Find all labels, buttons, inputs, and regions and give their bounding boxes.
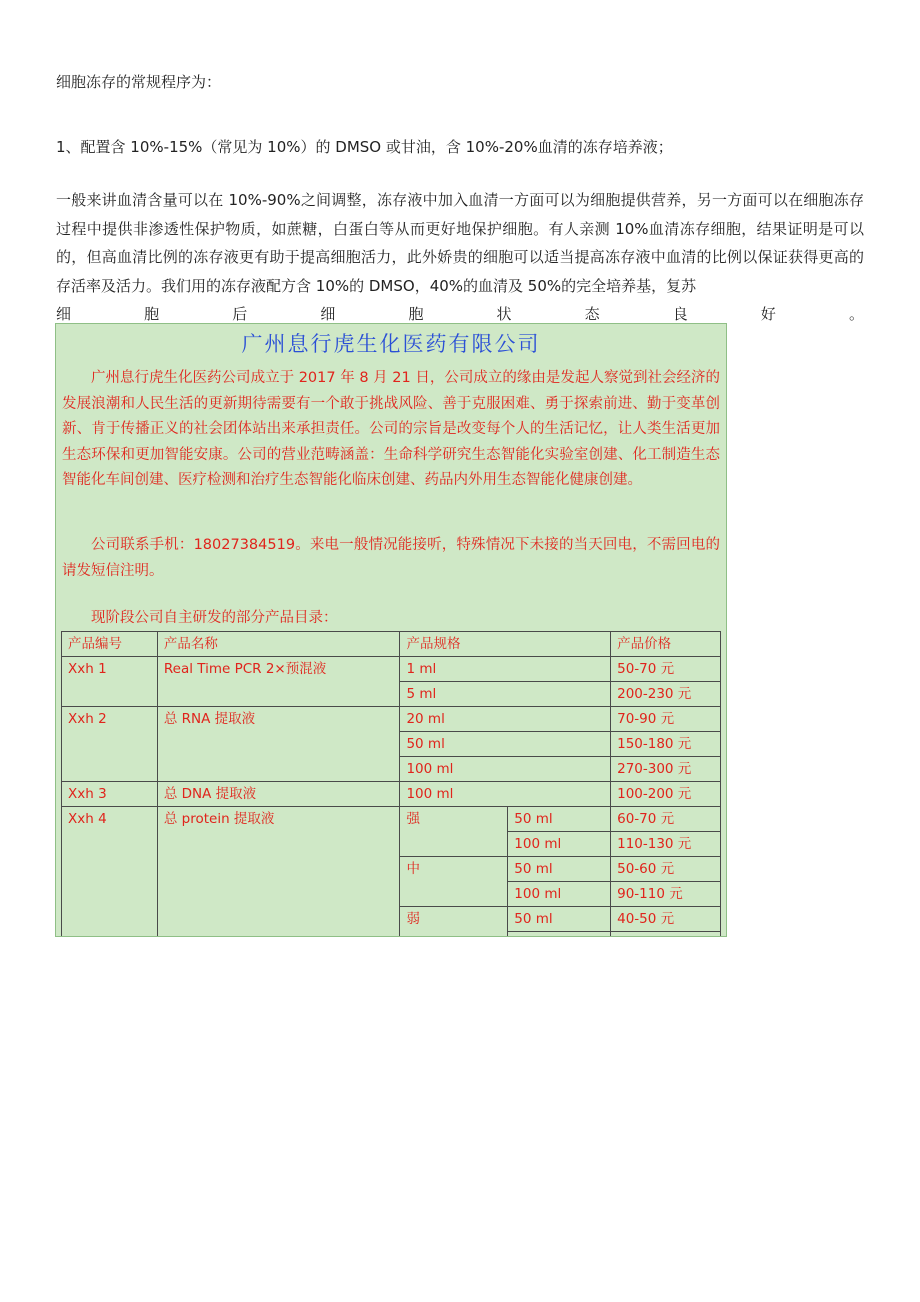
last-char: 。 — [848, 305, 864, 323]
product-spec: 100 ml — [400, 757, 611, 782]
header-price: 产品价格 — [611, 632, 721, 657]
product-table — [61, 631, 721, 937]
product-volume: 50 ml — [508, 857, 611, 882]
last-char: 态 — [584, 305, 600, 323]
product-id: Xxh 3 — [62, 782, 158, 807]
product-spec: 5 ml — [400, 682, 611, 707]
company-ad-box — [55, 323, 727, 937]
table-row — [62, 782, 721, 807]
header-spec: 产品规格 — [400, 632, 611, 657]
company-contact: 公司联系手机：18027384519。来电一般情况能接听，特殊情况下未接的当天回电，不需回电的请发短信注明。 — [62, 537, 720, 579]
product-name: Real Time PCR 2×预混液 — [157, 657, 400, 707]
product-price: 50-70 元 — [611, 657, 721, 682]
table-row — [62, 657, 721, 682]
product-name: 总 RNA 提取液 — [157, 707, 400, 782]
product-price: 110-130 元 — [611, 832, 721, 857]
company-title: 广州息行虎生化医药有限公司 — [241, 332, 541, 356]
last-char: 良 — [672, 305, 688, 323]
product-spec: 20 ml — [400, 707, 611, 732]
product-id: Xxh 1 — [62, 657, 158, 707]
product-price: 150-180 元 — [611, 732, 721, 757]
product-price: 70-90 元 — [611, 707, 721, 732]
product-volume: 50 ml — [508, 907, 611, 932]
intro-line-2: 1、配置含 10%-15%（常见为 10%）的 DMSO 或甘油，含 10%-20%血清的冻存培养液； — [56, 138, 673, 156]
last-char: 胞 — [144, 305, 160, 323]
table-row — [62, 707, 721, 732]
product-price: 90-110 元 — [611, 882, 721, 907]
last-char: 状 — [496, 305, 512, 323]
header-name: 产品名称 — [157, 632, 400, 657]
product-spec: 1 ml — [400, 657, 611, 682]
strength-strong: 强 — [400, 807, 508, 857]
product-price: 40-50 元 — [611, 907, 721, 932]
product-id: Xxh 2 — [62, 707, 158, 782]
last-char: 胞 — [408, 305, 424, 323]
product-price: 100-200 元 — [611, 782, 721, 807]
intro-paragraph — [56, 186, 864, 329]
product-price: 200-230 元 — [611, 682, 721, 707]
product-volume — [508, 932, 611, 938]
product-price: 270-300 元 — [611, 757, 721, 782]
intro-line-1: 细胞冻存的常规程序为： — [56, 73, 222, 91]
last-char: 好 — [760, 305, 776, 323]
product-volume: 100 ml — [508, 882, 611, 907]
strength-medium: 中 — [400, 857, 508, 907]
last-char: 细 — [320, 305, 336, 323]
table-row — [62, 807, 721, 832]
product-volume: 50 ml — [508, 807, 611, 832]
last-char: 后 — [232, 305, 248, 323]
product-name: 总 protein 提取液 — [157, 807, 400, 938]
product-spec: 100 ml — [400, 782, 611, 807]
last-char: 细 — [56, 305, 72, 323]
header-id: 产品编号 — [62, 632, 158, 657]
company-intro: 广州息行虎生化医药公司成立于 2017 年 8 月 21 日，公司成立的缘由是发起人察觉到社会经济的发展浪潮和人民生活的更新期待需要有一个敢于挑战风险、善于克服困难、勇于探索前进、勤于变革创新、肯于传播正义的社会团体站出来承担责任。公司的宗旨是改变每个人的生活记忆，让人类生活更加生态环保和更加智能安康。公司的营业范畴涵盖：生命科学研究生态智能化实验室创建、化工制造生态智能化车间创建、医疗检测和治疗生态智能化临床创建、药品内外用生态智能化健康创建。 — [62, 370, 720, 488]
product-price: 50-60 元 — [611, 857, 721, 882]
product-spec: 50 ml — [400, 732, 611, 757]
product-price: 60-70 元 — [611, 807, 721, 832]
table-header-row — [62, 632, 721, 657]
product-name: 总 DNA 提取液 — [157, 782, 400, 807]
product-id: Xxh 4 — [62, 807, 158, 938]
product-volume: 100 ml — [508, 832, 611, 857]
intro-paragraph-text: 一般来讲血清含量可以在 10%-90%之间调整，冻存液中加入血清一方面可以为细胞提供营养，另一方面可以在细胞冻存过程中提供非渗透性保护物质，如蔗糖，白蛋白等从而更好地保护细胞。有人亲测 10%血清冻存细胞，结果证明是可以的，但高血清比例的冻存液更有助于提高细胞活力，此外娇贵的细胞可以适当提高冻存液中血清的比例以保证获得更高的存活率及活力。我们用的冻存液配方含 10%的 DMSO，40%的血清及 50%的完全培养基，复苏 — [56, 191, 864, 295]
product-list-heading: 现阶段公司自主研发的部分产品目录： — [91, 610, 338, 626]
product-price — [611, 932, 721, 938]
strength-weak: 弱 — [400, 907, 508, 938]
